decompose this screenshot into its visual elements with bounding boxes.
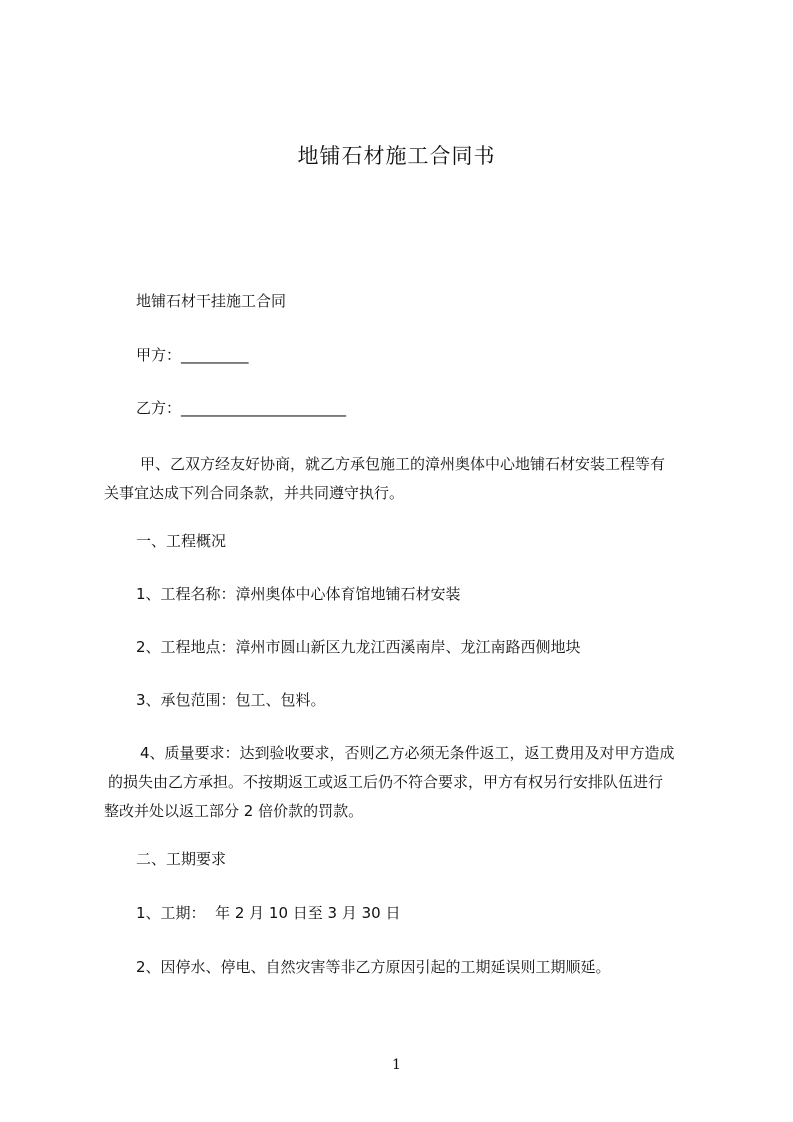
page-number: 1	[392, 1057, 401, 1073]
party-a-line: 甲方：_________	[136, 346, 249, 364]
section-1-heading: 一、工程概况	[136, 532, 227, 550]
contract-subtitle: 地铺石材干挂施工合同	[136, 292, 287, 310]
quality-line-3: 整改并处以返工部分 2 倍价款的罚款。	[104, 802, 364, 820]
quality-line-1: 4、质量要求：达到验收要求，否则乙方必须无条件返工，返工费用及对甲方造成	[140, 744, 675, 762]
contract-scope-item: 3、承包范围：包工、包料。	[136, 691, 326, 709]
intro-line-1: 甲、乙双方经友好协商，就乙方承包施工的漳州奥体中心地铺石材安装工程等有	[140, 455, 666, 473]
project-location-item: 2、工程地点：漳州市圆山新区九龙江西溪南岸、龙江南路西侧地块	[136, 638, 581, 656]
section-2-heading: 二、工期要求	[136, 850, 227, 868]
quality-requirement-paragraph	[104, 739, 704, 826]
delay-clause-item: 2、因停水、停电、自然灾害等非乙方原因引起的工期延误则工期顺延。	[136, 958, 611, 976]
intro-paragraph	[104, 450, 704, 508]
project-name-item: 1、工程名称：漳州奥体中心体育馆地铺石材安装	[136, 585, 461, 603]
schedule-item: 1、工期： 年 2 月 10 日至 3 月 30 日	[136, 904, 401, 922]
intro-line-2: 关事宜达成下列合同条款，并共同遵守执行。	[104, 484, 405, 502]
document-title: 地铺石材施工合同书	[297, 144, 496, 168]
quality-line-2: 的损失由乙方承担。不按期返工或返工后仍不符合要求，甲方有权另行安排队伍进行	[108, 773, 664, 791]
party-b-line: 乙方：______________________	[136, 399, 347, 417]
